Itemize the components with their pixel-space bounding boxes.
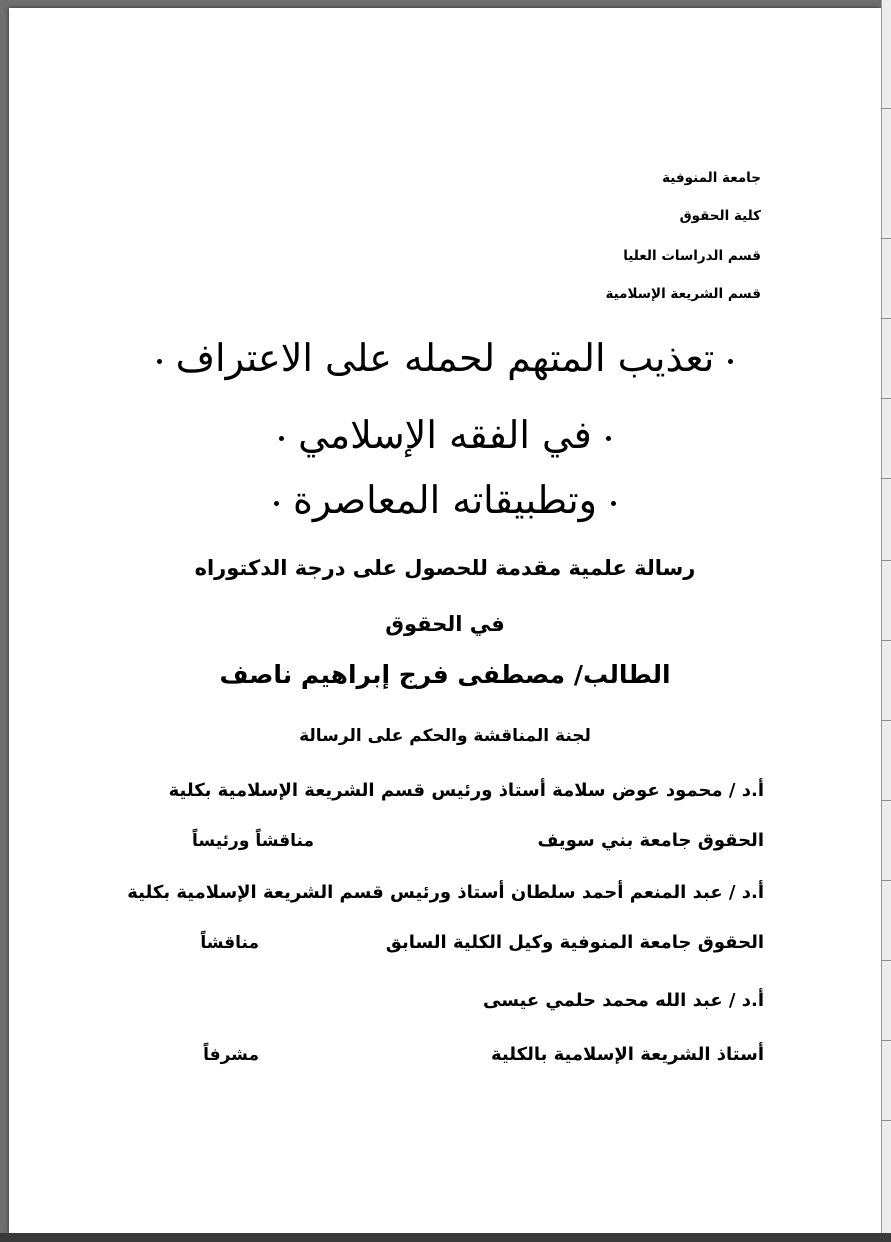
title-line-3-text: وتطبيقاته المعاصرة	[292, 478, 598, 522]
student-name: الطالب/ مصطفى فرج إبراهيم ناصف	[219, 660, 671, 689]
bottom-edge-strip	[0, 1233, 891, 1242]
member-1-role: مناقشاً ورئيساً	[192, 831, 314, 851]
title-line-1	[9, 336, 881, 380]
member-2-line-1: أ.د / عبد المنعم أحمد سلطان أستاذ ورئيس قسم الشريعة الإسلامية بكلية	[127, 882, 764, 903]
ornament-dot	[606, 436, 611, 441]
member-1-line-2: الحقوق جامعة بني سويف	[537, 830, 764, 851]
member-1-line-1: أ.د / محمود عوض سلامة أستاذ ورئيس قسم الشريعة الإسلامية بكلية	[168, 780, 764, 801]
member-3-line-1: أ.د / عبد الله محمد حلمي عيسى	[482, 990, 764, 1011]
committee-heading: لجنة المناقشة والحكم على الرسالة	[299, 726, 591, 746]
thesis-field: في الحقوق	[385, 612, 505, 636]
ornament-dot	[274, 501, 279, 506]
edge-tick	[882, 238, 891, 239]
edge-tick	[882, 560, 891, 561]
faculty-name: كلية الحقوق	[679, 208, 761, 224]
edge-tick	[882, 960, 891, 961]
grad-department: قسم الدراسات العليا	[623, 248, 761, 264]
edge-tick	[882, 1120, 891, 1121]
member-3-line-2: أستاذ الشريعة الإسلامية بالكلية	[491, 1044, 764, 1065]
ornament-dot	[728, 359, 733, 364]
edge-tick	[882, 398, 891, 399]
edge-tick	[882, 478, 891, 479]
title-line-3	[9, 478, 881, 522]
thesis-purpose: رسالة علمية مقدمة للحصول على درجة الدكتوراه	[194, 556, 696, 580]
right-edge-strip	[881, 0, 891, 1242]
document-page	[9, 8, 881, 1233]
edge-tick	[882, 108, 891, 109]
title-line-2	[9, 413, 881, 457]
ornament-dot	[611, 501, 616, 506]
university-name: جامعة المنوفية	[662, 170, 761, 186]
ornament-dot	[279, 436, 284, 441]
title-line-1-text: تعذيب المتهم لحمله على الاعتراف	[175, 336, 715, 380]
edge-tick	[882, 880, 891, 881]
sharia-department: قسم الشريعة الإسلامية	[605, 286, 761, 302]
member-2-line-2: الحقوق جامعة المنوفية وكيل الكلية السابق	[385, 932, 764, 953]
edge-tick	[882, 640, 891, 641]
edge-tick	[882, 800, 891, 801]
member-3-role: مشرفاً	[203, 1045, 259, 1065]
ornament-dot	[157, 359, 162, 364]
member-2-role: مناقشاً	[200, 933, 259, 953]
title-line-2-text: في الفقه الإسلامي	[298, 413, 592, 457]
edge-tick	[882, 1040, 891, 1041]
edge-tick	[882, 720, 891, 721]
edge-tick	[882, 318, 891, 319]
